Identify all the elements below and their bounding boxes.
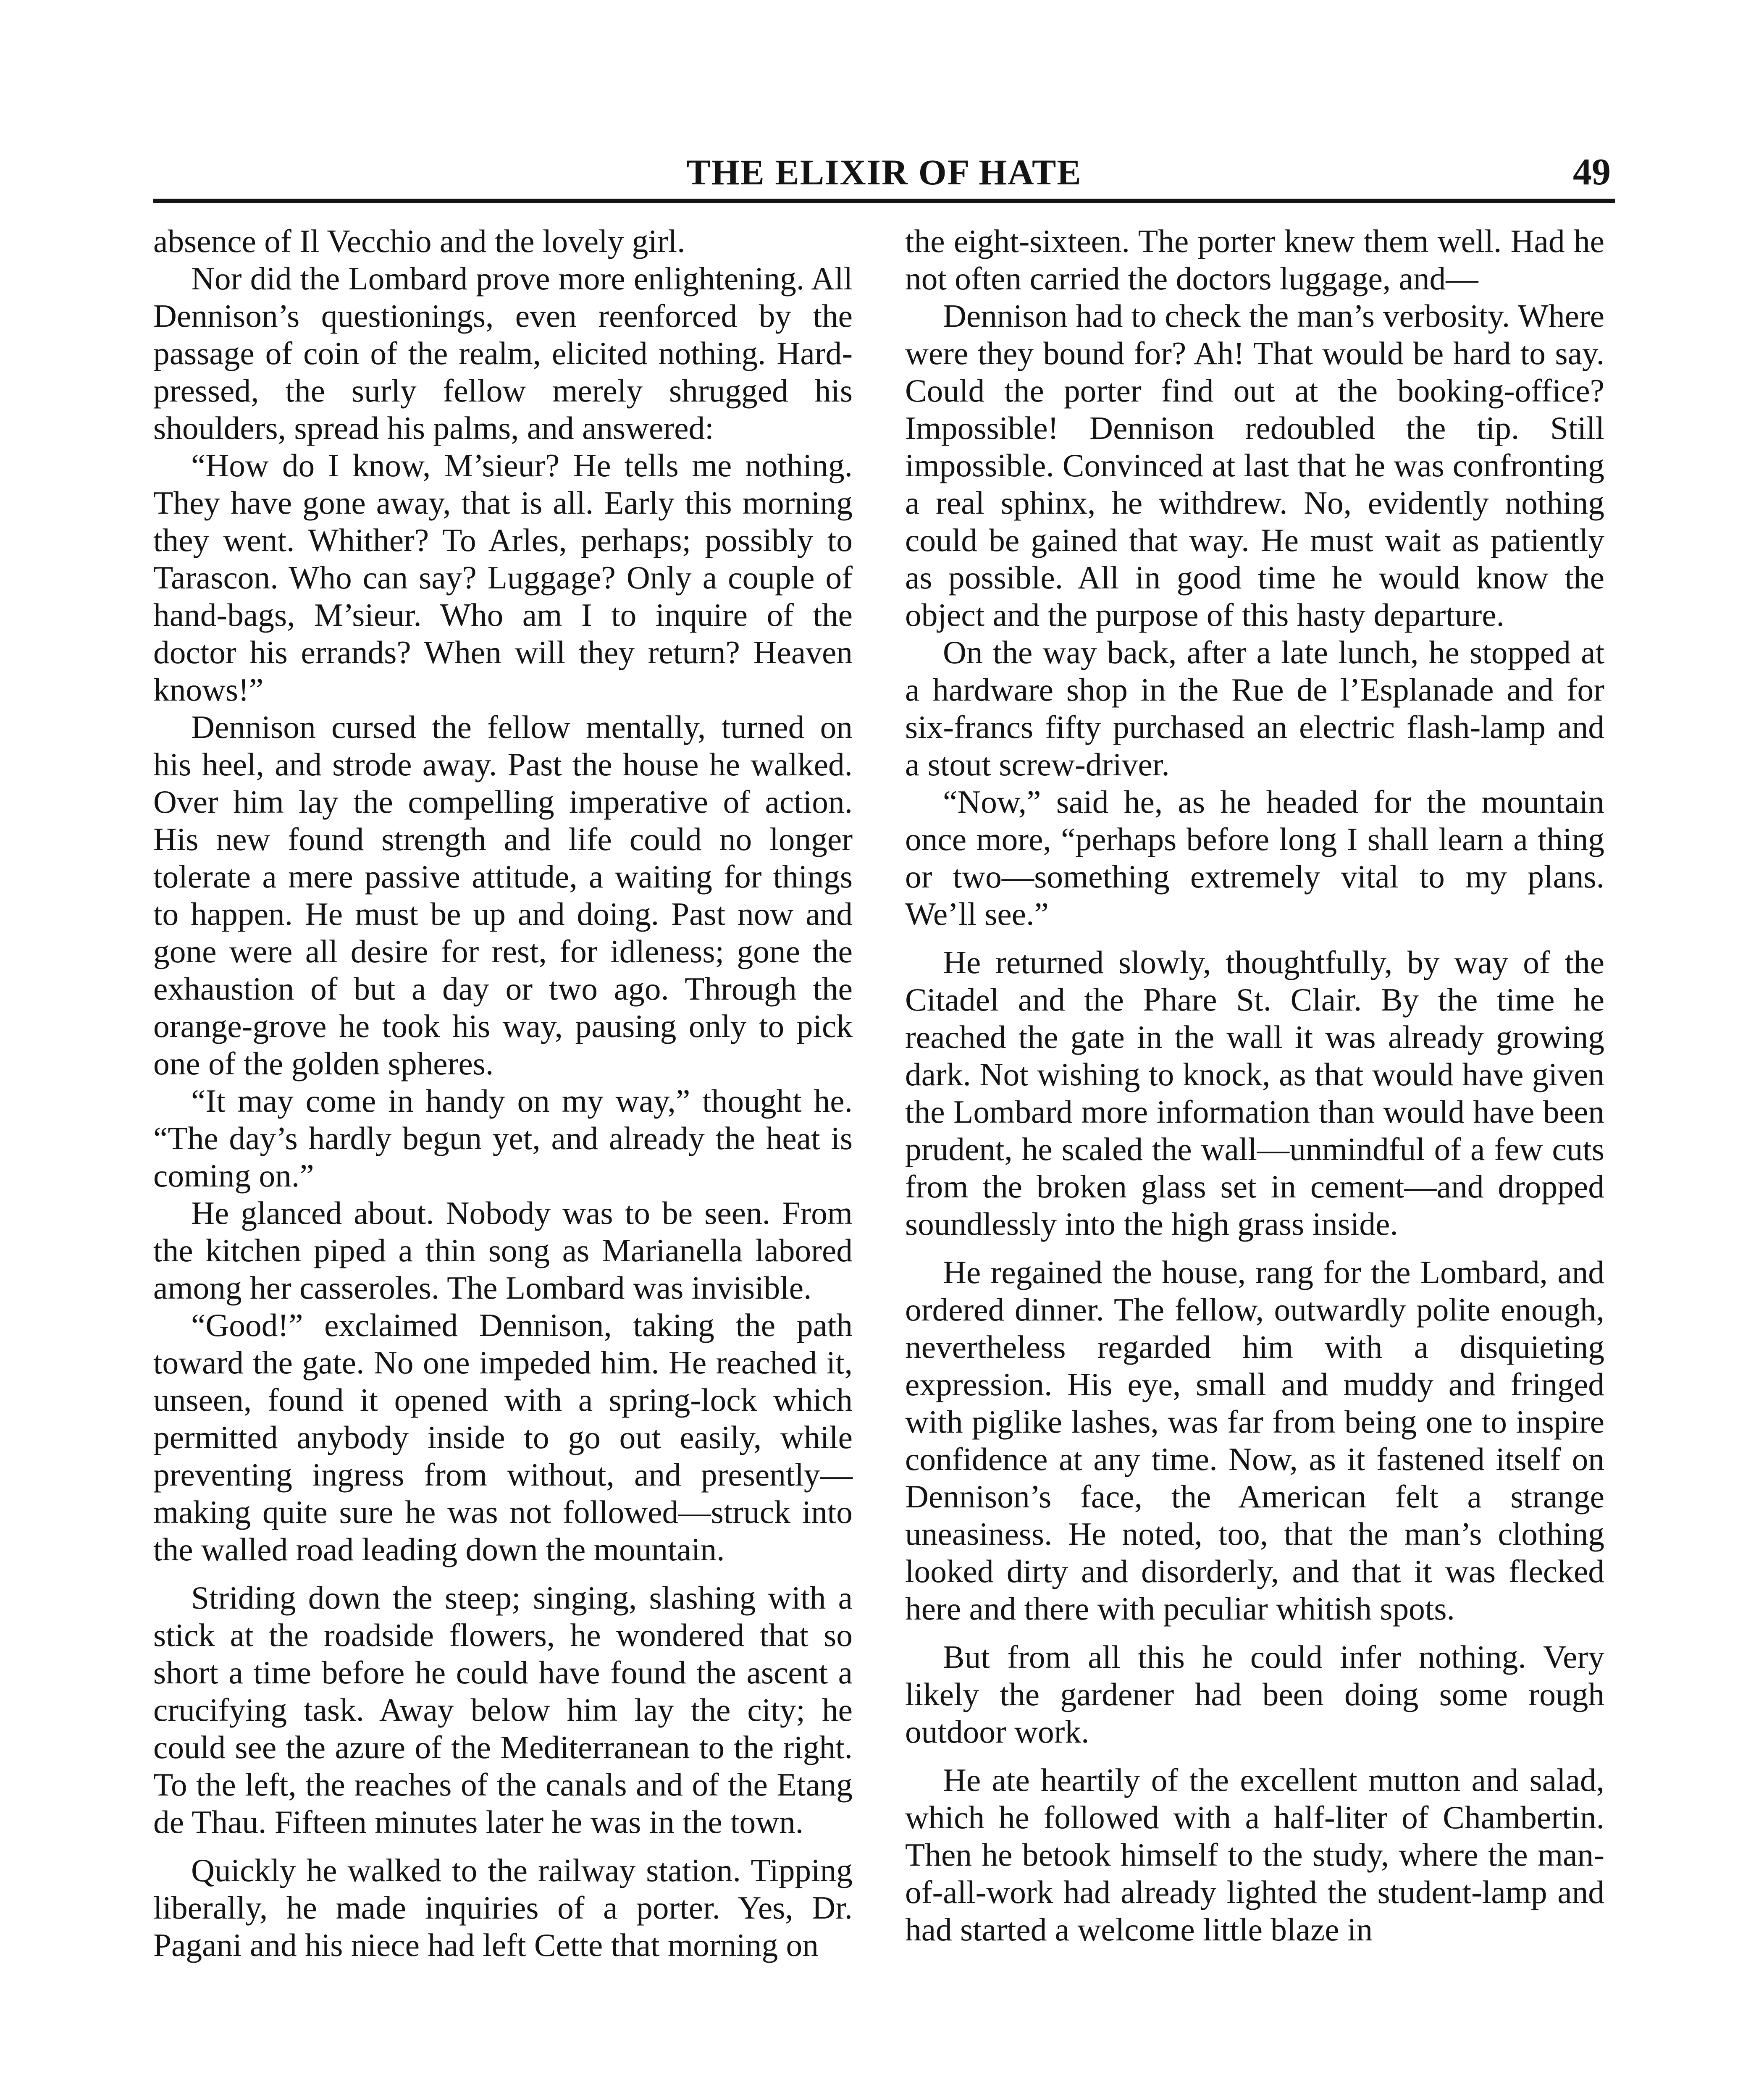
paragraph: Nor did the Lombard prove more enlightening. All Dennison’s questionings, even reenforced by the passage of coin of the realm, elicited nothing. Hard-pressed, the surly fellow merely shrugged his shoulders, spread his palms, and answered: <box>153 260 853 446</box>
paragraph: the eight-sixteen. The porter knew them well. Had he not often carried the doctors luggage, and— <box>905 223 1604 297</box>
page-header <box>153 151 1615 197</box>
paragraph: “Now,” said he, as he headed for the mountain once more, “perhaps before long I shall learn a thing or two—something extremely vital to my plans. We’ll see.” <box>905 784 1604 932</box>
paragraph: He ate heartily of the excellent mutton and salad, which he followed with a half-liter of Chambertin. Then he betook himself to the study, where the man-of-all-work had already lighted the student-lamp and had started a welcome little blaze in <box>905 1762 1604 1948</box>
paragraph: Dennison cursed the fellow mentally, turned on his heel, and strode away. Past the house he walked. Over him lay the compelling imperative of action. His new found strength and life could no longer tolerate a mere passive attitude, a waiting for things to happen. He must be up and doing. Past now and gone were all desire for rest, for idleness; gone the exhaustion of but a day or two ago. Through the orange-grove he took his way, pausing only to pick one of the golden spheres. <box>153 709 853 1082</box>
right-column <box>905 223 1604 1948</box>
header-rule <box>153 199 1615 203</box>
paragraph: He returned slowly, thoughtfully, by way of the Citadel and the Phare St. Clair. By the time he reached the gate in the wall it was already growing dark. Not wishing to knock, as that would have given the Lombard more information than would have been prudent, he scaled the wall—unmindful of a few cuts from the broken glass set in cement—and dropped soundlessly into the high grass inside. <box>905 944 1604 1242</box>
page-number: 49 <box>1573 151 1611 193</box>
paragraph: He regained the house, rang for the Lombard, and ordered dinner. The fellow, outwardly polite enough, nevertheless regarded him with a disquieting expression. His eye, small and muddy and fringed with piglike lashes, was far from being one to inspire confidence at any time. Now, as it fastened itself on Dennison’s face, the American felt a strange uneasiness. He noted, too, that the man’s clothing looked dirty and disorderly, and that it was flecked here and there with peculiar whitish spots. <box>905 1254 1604 1627</box>
paragraph: “It may come in handy on my way,” thought he. “The day’s hardly begun yet, and already the heat is coming on.” <box>153 1083 853 1194</box>
left-column <box>153 223 853 1964</box>
running-title: THE ELIXIR OF HATE <box>686 152 1082 192</box>
paragraph: Quickly he walked to the railway station. Tipping liberally, he made inquiries of a porter. Yes, Dr. Pagani and his niece had left Cette that morning on <box>153 1852 853 1963</box>
paragraph: absence of Il Vecchio and the lovely girl. <box>153 223 685 259</box>
paragraph: Striding down the steep; singing, slashing with a stick at the roadside flowers, he wondered that so short a time before he could have found the ascent a crucifying task. Away below him lay the city; he could see the azure of the Mediterranean to the right. To the left, the reaches of the canals and of the Etang de Thau. Fifteen minutes later he was in the town. <box>153 1580 853 1840</box>
paragraph: He glanced about. Nobody was to be seen. From the kitchen piped a thin song as Marianella labored among her casseroles. The Lombard was invisible. <box>153 1195 853 1306</box>
paragraph: Dennison had to check the man’s verbosity. Where were they bound for? Ah! That would be hard to say. Could the porter find out at the booking-office? Impossible! Dennison redoubled the tip. Still impossible. Convinced at last that he was confronting a real sphinx, he withdrew. No, evidently nothing could be gained that way. He must wait as patiently as possible. All in good time he would know the object and the purpose of this hasty departure. <box>905 298 1604 633</box>
paragraph: But from all this he could infer nothing. Very likely the gardener had been doing some rough outdoor work. <box>905 1639 1604 1750</box>
paragraph: On the way back, after a late lunch, he stopped at a hardware shop in the Rue de l’Esplanade and for six-francs fifty purchased an electric flash-lamp and a stout screw-driver. <box>905 634 1604 782</box>
paragraph: “Good!” exclaimed Dennison, taking the path toward the gate. No one impeded him. He reached it, unseen, found it opened with a spring-lock which permitted anybody inside to go out easily, while preventing ingress from without, and presently—making quite sure he was not followed—struck into the walled road leading down the mountain. <box>153 1307 853 1567</box>
paragraph: “How do I know, M’sieur? He tells me nothing. They have gone away, that is all. Early this morning they went. Whither? To Arles, perhaps; possibly to Tarascon. Who can say? Luggage? Only a couple of hand-bags, M’sieur. Who am I to inquire of the doctor his errands? When will they return? Heaven knows!” <box>153 447 853 708</box>
